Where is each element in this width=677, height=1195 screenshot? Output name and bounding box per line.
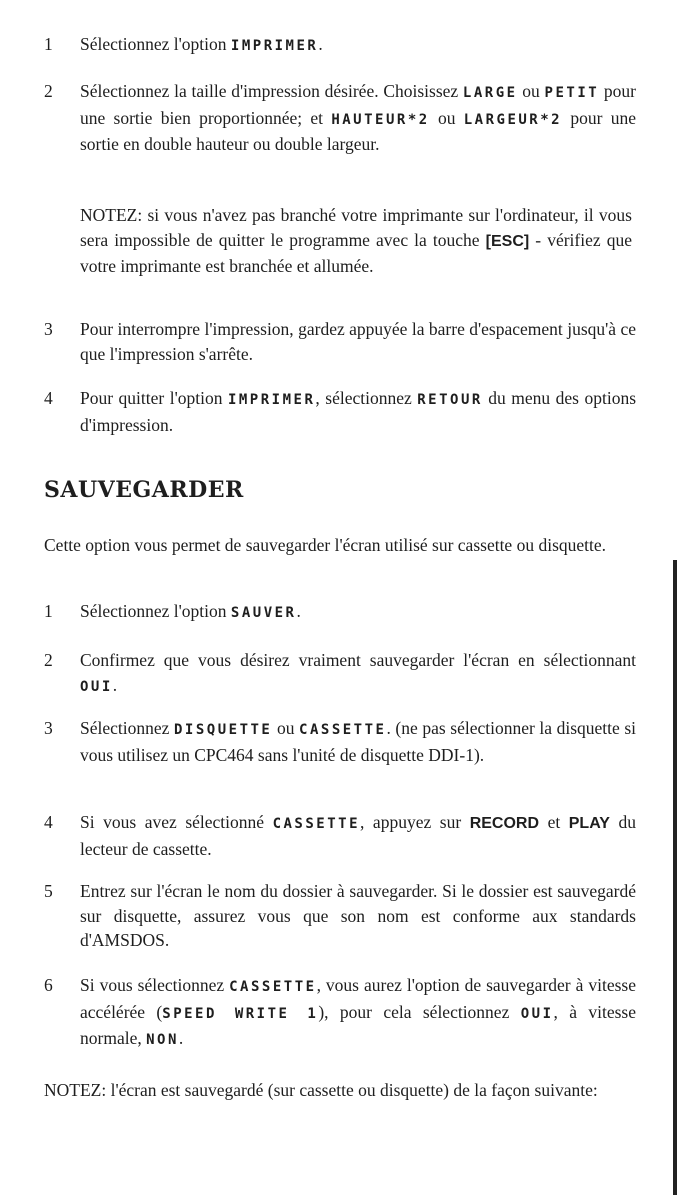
option-keyword: CASSETTE [229, 979, 317, 995]
step-text: Pour interrompre l'impression, gardez appuyée la barre d'espacement jusqu'à ce que l'impression s'arrête. [80, 319, 636, 364]
step-number: 1 [44, 34, 53, 54]
step-text: Entrez sur l'écran le nom du dossier à sauvegarder. Si le dossier est sauvegardé sur disquette, assurez vous que son nom est conforme aux standards d'AMSDOS. [80, 881, 636, 950]
note-save-format: NOTEZ: l'écran est sauvegardé (sur cassette ou disquette) de la façon suivante: [44, 1080, 598, 1100]
step-number: 3 [44, 718, 53, 738]
option-keyword: LARGEUR*2 [463, 111, 563, 128]
step-number: 2 [44, 81, 53, 101]
step-number: 1 [44, 601, 53, 621]
option-keyword: DISQUETTE [174, 722, 273, 738]
option-keyword: HAUTEUR*2 [331, 111, 430, 128]
step-number: 4 [44, 388, 53, 408]
option-keyword: PETIT [544, 85, 600, 101]
step-text: Pour quitter l'option IMPRIMER, sélectionnez RETOUR du menu des options d'impression. [80, 388, 637, 435]
note-printer: NOTEZ: si vous n'avez pas branché votre imprimante sur l'ordinateur, il vous sera impossible de quitter le programme avec la touche [ESC] - vérifiez que votre imprimante est branchée et allumée. [80, 205, 632, 276]
option-keyword: IMPRIMER [230, 38, 319, 54]
page-edge-shadow [673, 560, 677, 1195]
option-keyword: IMPRIMER [227, 392, 316, 408]
step-text: Sélectionnez DISQUETTE ou CASSETTE. (ne pas sélectionner la disquette si vous utilisez un CPC464 sans l'unité de disquette DDI-1). [80, 718, 637, 765]
step-text: Sélectionnez l'option IMPRIMER. [80, 34, 323, 54]
option-keyword: RETOUR [417, 392, 483, 408]
step-text: Confirmez que vous désirez vraiment sauvegarder l'écran en sélectionnant OUI. [80, 650, 636, 695]
step-number: 4 [44, 812, 53, 832]
section-heading: SAUVEGARDER [44, 477, 244, 503]
step-text: Sélectionnez la taille d'impression désirée. Choisissez LARGE ou PETIT pour une sortie bien proportionnée; et HAUTEUR*2 ou LARGEUR*2 pour une sortie en double hauteur ou double largeur. [80, 81, 637, 154]
step-number: 2 [44, 650, 53, 670]
option-keyword: SPEED WRITE 1 [162, 1005, 319, 1022]
step-number: 5 [44, 881, 53, 901]
key-label: PLAY [568, 815, 610, 832]
key-label: [ESC] [485, 232, 530, 250]
option-keyword: LARGE [462, 85, 518, 101]
option-keyword: SAUVER [230, 605, 297, 621]
step-number: 6 [44, 975, 53, 995]
step-text: Si vous avez sélectionné CASSETTE, appuyez sur RECORD et PLAY du lecteur de cassette. [80, 812, 636, 859]
intro-paragraph: Cette option vous permet de sauvegarder l'écran utilisé sur cassette ou disquette. [44, 535, 607, 555]
option-keyword: CASSETTE [272, 816, 361, 832]
step-text: Sélectionnez l'option SAUVER. [80, 601, 301, 621]
key-label: RECORD [469, 815, 540, 832]
option-keyword: OUI [520, 1005, 554, 1022]
step-number: 3 [44, 319, 53, 339]
option-keyword: OUI [80, 678, 113, 695]
step-text: Si vous sélectionnez CASSETTE, vous aurez l'option de sauvegarder à vitesse accélérée (SPEED WRITE 1), pour cela sélectionnez OUI, à vitesse normale, NON. [80, 975, 637, 1048]
option-keyword: NON [146, 1032, 179, 1048]
option-keyword: CASSETTE [299, 722, 387, 738]
